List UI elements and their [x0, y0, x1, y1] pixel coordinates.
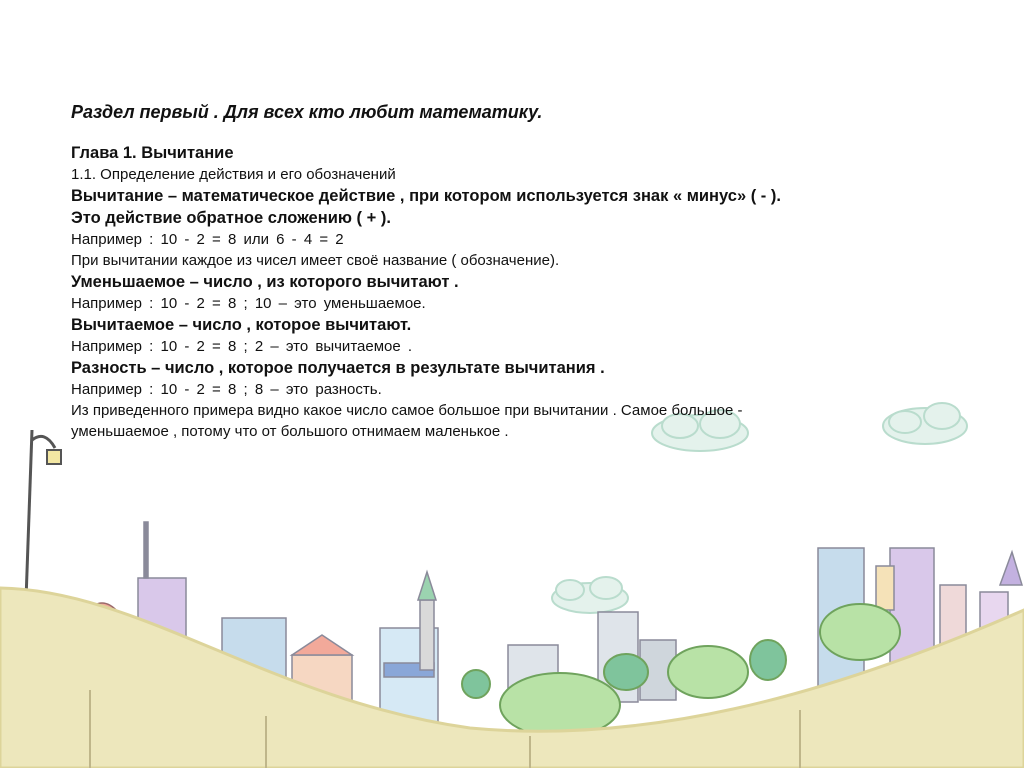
cloud-middle [552, 577, 628, 613]
minuend-definition: Уменьшаемое – число , из которого вычитают . [71, 273, 459, 291]
section-title: Раздел первый . Для всех кто любит математику. [71, 102, 543, 122]
chapter-title: Глава 1. Вычитание [71, 144, 234, 162]
subtrahend-example: Например : 10 - 2 = 8 ; 2 – это вычитаемое . [71, 338, 413, 355]
subtrahend-definition: Вычитаемое – число , которое вычитают. [71, 316, 412, 334]
cloud-right [883, 403, 967, 444]
conclusion-line-2: уменьшаемое , потому что от большого отнимаем маленькое . [71, 423, 509, 440]
minuend-example: Например : 10 - 2 = 8 ; 10 – это уменьшаемое. [71, 295, 426, 312]
conclusion-line-1: Из приведенного примера видно какое число самое большое при вычитании . Самое большое - [71, 402, 743, 419]
example-line: Например : 10 - 2 = 8 или 6 - 4 = 2 [71, 231, 344, 248]
inverse-operation-line: Это действие обратное сложению ( + ). [71, 209, 391, 227]
naming-intro-line: При вычитании каждое из чисел имеет своё название ( обозначение). [71, 252, 560, 269]
subsection-title: 1.1. Определение действия и его обозначений [71, 166, 396, 183]
lesson-content [71, 98, 871, 442]
definition-line: Вычитание – математическое действие , при котором используется знак « минус» ( - ). [71, 187, 781, 205]
street-lamp-left [26, 430, 61, 600]
difference-definition: Разность – число , которое получается в результате вычитания . [71, 359, 605, 377]
difference-example: Например : 10 - 2 = 8 ; 8 – это разность. [71, 381, 382, 398]
